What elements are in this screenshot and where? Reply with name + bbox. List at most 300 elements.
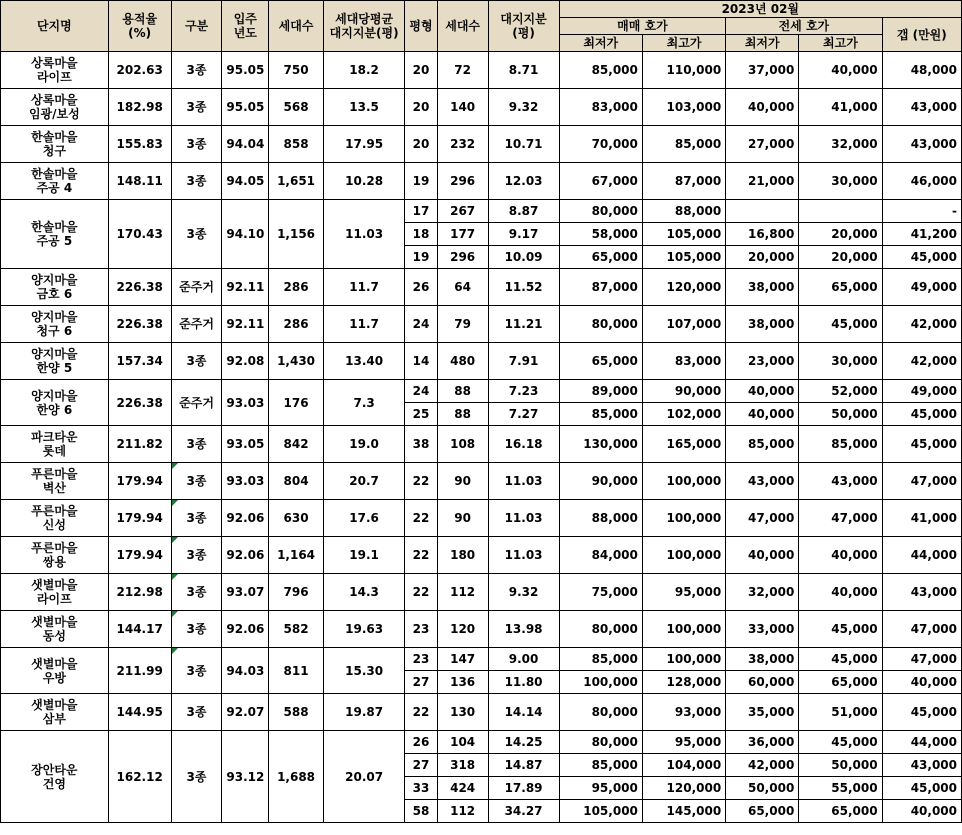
sale-max-cell: 100,000	[642, 611, 725, 648]
sale-min-cell: 75,000	[559, 574, 642, 611]
jeonse-max-cell: 51,000	[799, 694, 882, 731]
units-cell: 811	[269, 648, 324, 694]
far-cell: 212.98	[108, 574, 171, 611]
pyeong-cell: 27	[405, 754, 438, 777]
sale-max-cell: 87,000	[642, 163, 725, 200]
sale-min-cell: 90,000	[559, 463, 642, 500]
units2-cell: 480	[437, 343, 488, 380]
table-row	[1, 463, 962, 500]
units-cell: 842	[269, 426, 324, 463]
year-cell: 94.05	[222, 163, 269, 200]
units2-cell: 296	[437, 246, 488, 269]
jeonse-min-cell: 27,000	[726, 126, 799, 163]
complex-name: 푸른마을 신성	[1, 500, 109, 537]
far-cell: 157.34	[108, 343, 171, 380]
complex-name: 샛별마을 라이프	[1, 574, 109, 611]
units-cell: 630	[269, 500, 324, 537]
far-cell: 226.38	[108, 269, 171, 306]
jeonse-min-cell: 65,000	[726, 800, 799, 823]
zone-cell: 3종	[171, 343, 222, 380]
zone-cell: 준주거	[171, 306, 222, 343]
table-row	[1, 731, 962, 754]
pyeong-cell: 20	[405, 89, 438, 126]
avg-land-cell: 15.30	[323, 648, 404, 694]
zone-cell: 3종	[171, 694, 222, 731]
jeonse-min-cell: 38,000	[726, 269, 799, 306]
sale-max-cell: 83,000	[642, 343, 725, 380]
gap-cell: 40,000	[882, 671, 961, 694]
jeonse-max-cell: 32,000	[799, 126, 882, 163]
units-cell: 1,430	[269, 343, 324, 380]
header-zone: 구분	[171, 1, 222, 52]
sale-min-cell: 85,000	[559, 52, 642, 89]
pyeong-cell: 27	[405, 671, 438, 694]
year-cell: 93.03	[222, 380, 269, 426]
avg-land-cell: 20.7	[323, 463, 404, 500]
units2-cell: 90	[437, 500, 488, 537]
gap-cell: 43,000	[882, 126, 961, 163]
avg-land-cell: 13.5	[323, 89, 404, 126]
sale-max-cell: 85,000	[642, 126, 725, 163]
header-units-2: 세대수	[437, 1, 488, 52]
pyeong-cell: 22	[405, 500, 438, 537]
gap-cell: 48,000	[882, 52, 961, 89]
jeonse-max-cell: 20,000	[799, 246, 882, 269]
header-far: 용적율 (%)	[108, 1, 171, 52]
land-cell: 9.32	[488, 574, 559, 611]
year-cell: 95.05	[222, 52, 269, 89]
pyeong-cell: 25	[405, 403, 438, 426]
sale-min-cell: 65,000	[559, 246, 642, 269]
jeonse-max-cell: 65,000	[799, 671, 882, 694]
pyeong-cell: 22	[405, 694, 438, 731]
land-cell: 7.91	[488, 343, 559, 380]
complex-name: 샛별마을 우방	[1, 648, 109, 694]
table-row	[1, 89, 962, 126]
far-cell: 182.98	[108, 89, 171, 126]
complex-name: 양지마을 한양 6	[1, 380, 109, 426]
sale-min-cell: 130,000	[559, 426, 642, 463]
sale-max-cell: 104,000	[642, 754, 725, 777]
avg-land-cell: 19.63	[323, 611, 404, 648]
jeonse-max-cell: 85,000	[799, 426, 882, 463]
jeonse-min-cell: 40,000	[726, 380, 799, 403]
zone-cell: 3종	[171, 426, 222, 463]
avg-land-cell: 20.07	[323, 731, 404, 823]
table-row	[1, 380, 962, 403]
year-cell: 93.05	[222, 426, 269, 463]
table-row	[1, 52, 962, 89]
avg-land-cell: 17.95	[323, 126, 404, 163]
units2-cell: 79	[437, 306, 488, 343]
sale-max-cell: 128,000	[642, 671, 725, 694]
gap-cell: 44,000	[882, 537, 961, 574]
avg-land-cell: 18.2	[323, 52, 404, 89]
sale-max-cell: 93,000	[642, 694, 725, 731]
far-cell: 211.99	[108, 648, 171, 694]
units-cell: 858	[269, 126, 324, 163]
pyeong-cell: 20	[405, 52, 438, 89]
land-cell: 14.87	[488, 754, 559, 777]
gap-cell: 45,000	[882, 777, 961, 800]
year-cell: 93.07	[222, 574, 269, 611]
complex-name: 한솔마을 주공 4	[1, 163, 109, 200]
land-cell: 10.71	[488, 126, 559, 163]
zone-cell: 3종	[171, 200, 222, 269]
zone-cell: 3종	[171, 126, 222, 163]
jeonse-max-cell: 40,000	[799, 52, 882, 89]
year-cell: 92.11	[222, 306, 269, 343]
far-cell: 144.95	[108, 694, 171, 731]
zone-cell: 3종	[171, 574, 222, 611]
units-cell: 568	[269, 89, 324, 126]
units2-cell: 90	[437, 463, 488, 500]
sale-min-cell: 84,000	[559, 537, 642, 574]
jeonse-min-cell: 40,000	[726, 403, 799, 426]
header-sale-min: 최저가	[559, 35, 642, 52]
far-cell: 148.11	[108, 163, 171, 200]
land-cell: 12.03	[488, 163, 559, 200]
sale-max-cell: 107,000	[642, 306, 725, 343]
units2-cell: 120	[437, 611, 488, 648]
jeonse-min-cell: 47,000	[726, 500, 799, 537]
gap-cell: 40,000	[882, 800, 961, 823]
jeonse-max-cell: 65,000	[799, 800, 882, 823]
land-cell: 9.00	[488, 648, 559, 671]
jeonse-max-cell: 55,000	[799, 777, 882, 800]
jeonse-max-cell: 40,000	[799, 537, 882, 574]
table-row	[1, 426, 962, 463]
units2-cell: 296	[437, 163, 488, 200]
units2-cell: 177	[437, 223, 488, 246]
sale-min-cell: 95,000	[559, 777, 642, 800]
gap-cell: 46,000	[882, 163, 961, 200]
pyeong-cell: 33	[405, 777, 438, 800]
jeonse-min-cell: 40,000	[726, 89, 799, 126]
zone-cell: 3종	[171, 648, 222, 694]
table-row	[1, 269, 962, 306]
sale-min-cell: 67,000	[559, 163, 642, 200]
complex-name: 상록마을 임광/보성	[1, 89, 109, 126]
avg-land-cell: 13.40	[323, 343, 404, 380]
sale-min-cell: 105,000	[559, 800, 642, 823]
zone-cell: 3종	[171, 537, 222, 574]
jeonse-max-cell: 45,000	[799, 648, 882, 671]
far-cell: 179.94	[108, 537, 171, 574]
jeonse-min-cell: 37,000	[726, 52, 799, 89]
gap-cell: 43,000	[882, 754, 961, 777]
gap-cell: -	[882, 200, 961, 223]
land-cell: 13.98	[488, 611, 559, 648]
units-cell: 588	[269, 694, 324, 731]
zone-cell: 3종	[171, 463, 222, 500]
units-cell: 286	[269, 269, 324, 306]
land-cell: 10.09	[488, 246, 559, 269]
land-cell: 7.23	[488, 380, 559, 403]
jeonse-max-cell: 43,000	[799, 463, 882, 500]
gap-cell: 45,000	[882, 426, 961, 463]
jeonse-max-cell: 30,000	[799, 163, 882, 200]
units-cell: 796	[269, 574, 324, 611]
sale-max-cell: 165,000	[642, 426, 725, 463]
gap-cell: 45,000	[882, 403, 961, 426]
complex-name: 상록마을 라이프	[1, 52, 109, 89]
year-cell: 93.12	[222, 731, 269, 823]
gap-cell: 47,000	[882, 648, 961, 671]
header-jeonse-min: 최저가	[726, 35, 799, 52]
sale-min-cell: 80,000	[559, 306, 642, 343]
zone-cell: 3종	[171, 611, 222, 648]
units-cell: 176	[269, 380, 324, 426]
far-cell: 226.38	[108, 380, 171, 426]
year-cell: 92.07	[222, 694, 269, 731]
table-row	[1, 537, 962, 574]
pyeong-cell: 22	[405, 574, 438, 611]
year-cell: 92.06	[222, 500, 269, 537]
land-cell: 7.27	[488, 403, 559, 426]
jeonse-min-cell	[726, 200, 799, 223]
year-cell: 92.08	[222, 343, 269, 380]
table-header	[1, 1, 962, 52]
year-cell: 92.11	[222, 269, 269, 306]
zone-cell: 준주거	[171, 269, 222, 306]
table-row	[1, 163, 962, 200]
sale-max-cell: 100,000	[642, 500, 725, 537]
units-cell: 1,156	[269, 200, 324, 269]
pyeong-cell: 58	[405, 800, 438, 823]
far-cell: 226.38	[108, 306, 171, 343]
sale-max-cell: 120,000	[642, 269, 725, 306]
jeonse-min-cell: 23,000	[726, 343, 799, 380]
units2-cell: 112	[437, 574, 488, 611]
sale-min-cell: 80,000	[559, 731, 642, 754]
jeonse-max-cell: 41,000	[799, 89, 882, 126]
units-cell: 804	[269, 463, 324, 500]
header-year: 입주 년도	[222, 1, 269, 52]
year-cell: 92.06	[222, 611, 269, 648]
complex-name: 샛별마을 삼부	[1, 694, 109, 731]
jeonse-min-cell: 21,000	[726, 163, 799, 200]
far-cell: 155.83	[108, 126, 171, 163]
jeonse-max-cell: 20,000	[799, 223, 882, 246]
year-cell: 94.03	[222, 648, 269, 694]
jeonse-min-cell: 42,000	[726, 754, 799, 777]
header-complex: 단지명	[1, 1, 109, 52]
sale-max-cell: 105,000	[642, 246, 725, 269]
complex-name: 양지마을 한양 5	[1, 343, 109, 380]
sale-max-cell: 100,000	[642, 463, 725, 500]
land-cell: 17.89	[488, 777, 559, 800]
sale-max-cell: 102,000	[642, 403, 725, 426]
jeonse-min-cell: 38,000	[726, 648, 799, 671]
header-sale: 매매 호가	[559, 18, 726, 35]
sale-max-cell: 100,000	[642, 648, 725, 671]
zone-cell: 3종	[171, 731, 222, 823]
table-row	[1, 574, 962, 611]
units2-cell: 232	[437, 126, 488, 163]
complex-name: 양지마을 금호 6	[1, 269, 109, 306]
units-cell: 1,651	[269, 163, 324, 200]
year-cell: 95.05	[222, 89, 269, 126]
sale-min-cell: 100,000	[559, 671, 642, 694]
land-cell: 14.14	[488, 694, 559, 731]
jeonse-min-cell: 40,000	[726, 537, 799, 574]
header-land: 대지지분 (평)	[488, 1, 559, 52]
gap-cell: 45,000	[882, 694, 961, 731]
year-cell: 93.03	[222, 463, 269, 500]
table-row	[1, 694, 962, 731]
units-cell: 750	[269, 52, 324, 89]
land-cell: 11.03	[488, 500, 559, 537]
jeonse-max-cell: 45,000	[799, 731, 882, 754]
zone-cell: 3종	[171, 163, 222, 200]
sale-max-cell: 95,000	[642, 574, 725, 611]
units2-cell: 424	[437, 777, 488, 800]
jeonse-max-cell: 50,000	[799, 403, 882, 426]
zone-cell: 3종	[171, 89, 222, 126]
pyeong-cell: 20	[405, 126, 438, 163]
sale-min-cell: 80,000	[559, 694, 642, 731]
complex-name: 한솔마을 주공 5	[1, 200, 109, 269]
avg-land-cell: 7.3	[323, 380, 404, 426]
land-cell: 11.03	[488, 463, 559, 500]
jeonse-min-cell: 32,000	[726, 574, 799, 611]
gap-cell: 49,000	[882, 269, 961, 306]
units2-cell: 147	[437, 648, 488, 671]
sale-min-cell: 85,000	[559, 403, 642, 426]
sale-min-cell: 58,000	[559, 223, 642, 246]
jeonse-max-cell: 30,000	[799, 343, 882, 380]
units2-cell: 72	[437, 52, 488, 89]
avg-land-cell: 10.28	[323, 163, 404, 200]
gap-cell: 45,000	[882, 246, 961, 269]
complex-name: 파크타운 롯데	[1, 426, 109, 463]
pyeong-cell: 17	[405, 200, 438, 223]
pyeong-cell: 24	[405, 380, 438, 403]
jeonse-min-cell: 36,000	[726, 731, 799, 754]
jeonse-max-cell: 47,000	[799, 500, 882, 537]
pyeong-cell: 26	[405, 269, 438, 306]
sale-min-cell: 83,000	[559, 89, 642, 126]
land-cell: 8.87	[488, 200, 559, 223]
header-gap: 갭 (만원)	[882, 18, 961, 52]
units-cell: 582	[269, 611, 324, 648]
sale-max-cell: 95,000	[642, 731, 725, 754]
jeonse-max-cell: 45,000	[799, 611, 882, 648]
jeonse-min-cell: 35,000	[726, 694, 799, 731]
gap-cell: 42,000	[882, 306, 961, 343]
jeonse-min-cell: 33,000	[726, 611, 799, 648]
far-cell: 179.94	[108, 500, 171, 537]
avg-land-cell: 14.3	[323, 574, 404, 611]
jeonse-min-cell: 20,000	[726, 246, 799, 269]
sale-max-cell: 110,000	[642, 52, 725, 89]
gap-cell: 49,000	[882, 380, 961, 403]
zone-cell: 3종	[171, 52, 222, 89]
pyeong-cell: 38	[405, 426, 438, 463]
gap-cell: 43,000	[882, 574, 961, 611]
sale-min-cell: 88,000	[559, 500, 642, 537]
gap-cell: 41,200	[882, 223, 961, 246]
sale-min-cell: 80,000	[559, 611, 642, 648]
pyeong-cell: 22	[405, 463, 438, 500]
units2-cell: 140	[437, 89, 488, 126]
units2-cell: 64	[437, 269, 488, 306]
sale-max-cell: 90,000	[642, 380, 725, 403]
table-body	[1, 52, 962, 823]
gap-cell: 47,000	[882, 611, 961, 648]
units2-cell: 318	[437, 754, 488, 777]
land-cell: 16.18	[488, 426, 559, 463]
jeonse-max-cell	[799, 200, 882, 223]
pyeong-cell: 18	[405, 223, 438, 246]
sale-max-cell: 100,000	[642, 537, 725, 574]
units-cell: 286	[269, 306, 324, 343]
land-cell: 11.80	[488, 671, 559, 694]
jeonse-min-cell: 16,800	[726, 223, 799, 246]
pyeong-cell: 14	[405, 343, 438, 380]
header-units: 세대수	[269, 1, 324, 52]
land-cell: 14.25	[488, 731, 559, 754]
units2-cell: 88	[437, 380, 488, 403]
jeonse-min-cell: 43,000	[726, 463, 799, 500]
avg-land-cell: 19.1	[323, 537, 404, 574]
gap-cell: 43,000	[882, 89, 961, 126]
units2-cell: 112	[437, 800, 488, 823]
units2-cell: 180	[437, 537, 488, 574]
units2-cell: 104	[437, 731, 488, 754]
table-row	[1, 611, 962, 648]
sale-min-cell: 70,000	[559, 126, 642, 163]
jeonse-min-cell: 60,000	[726, 671, 799, 694]
units2-cell: 130	[437, 694, 488, 731]
avg-land-cell: 11.7	[323, 269, 404, 306]
far-cell: 144.17	[108, 611, 171, 648]
far-cell: 162.12	[108, 731, 171, 823]
gap-cell: 42,000	[882, 343, 961, 380]
header-period: 2023년 02월	[559, 1, 961, 18]
table-row	[1, 343, 962, 380]
pyeong-cell: 26	[405, 731, 438, 754]
complex-name: 푸른마을 벽산	[1, 463, 109, 500]
sale-min-cell: 65,000	[559, 343, 642, 380]
land-cell: 8.71	[488, 52, 559, 89]
gap-cell: 41,000	[882, 500, 961, 537]
far-cell: 179.94	[108, 463, 171, 500]
sale-min-cell: 87,000	[559, 269, 642, 306]
pyeong-cell: 23	[405, 648, 438, 671]
jeonse-min-cell: 85,000	[726, 426, 799, 463]
header-avg-land: 세대당평균 대지지분(평)	[323, 1, 404, 52]
sale-min-cell: 89,000	[559, 380, 642, 403]
land-cell: 11.03	[488, 537, 559, 574]
complex-name: 장안타운 건영	[1, 731, 109, 823]
units-cell: 1,164	[269, 537, 324, 574]
sale-min-cell: 85,000	[559, 648, 642, 671]
sale-max-cell: 120,000	[642, 777, 725, 800]
header-jeonse: 전세 호가	[726, 18, 882, 35]
far-cell: 170.43	[108, 200, 171, 269]
gap-cell: 47,000	[882, 463, 961, 500]
far-cell: 211.82	[108, 426, 171, 463]
sale-max-cell: 105,000	[642, 223, 725, 246]
units2-cell: 88	[437, 403, 488, 426]
avg-land-cell: 17.6	[323, 500, 404, 537]
avg-land-cell: 11.7	[323, 306, 404, 343]
header-jeonse-max: 최고가	[799, 35, 882, 52]
table-row	[1, 200, 962, 223]
units-cell: 1,688	[269, 731, 324, 823]
